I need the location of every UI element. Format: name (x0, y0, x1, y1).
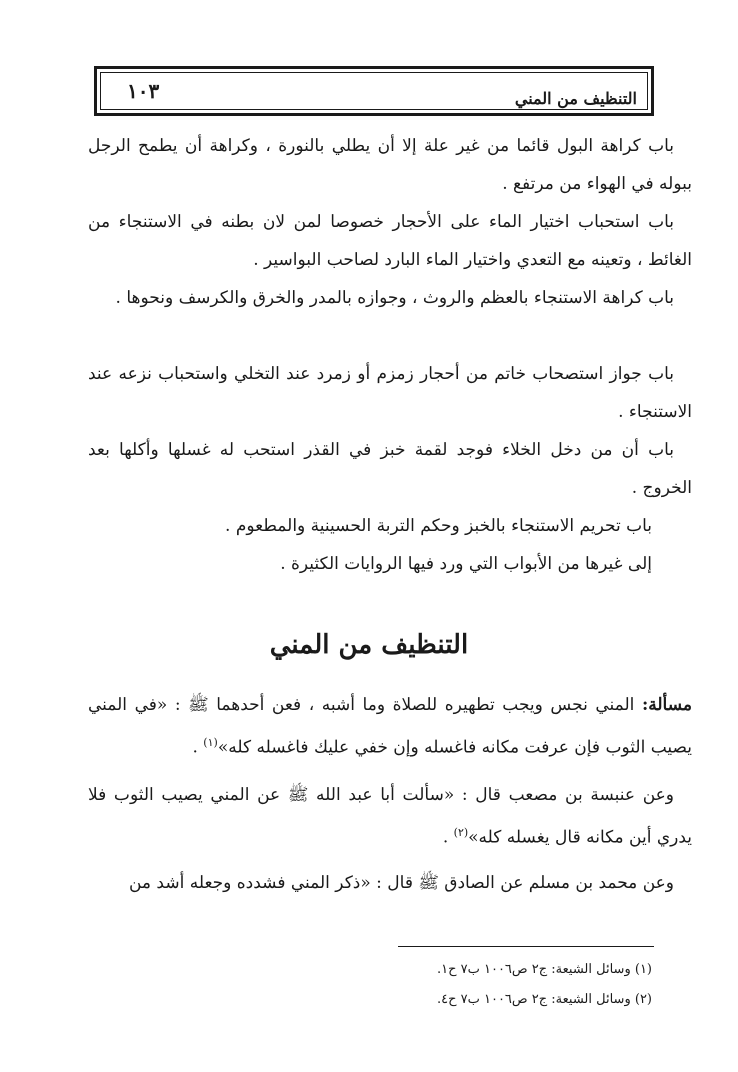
footnote: (١) وسائل الشيعة: ج٢ ص١٠٠٦ ب٧ ح١. (436, 962, 652, 977)
page-number: ١٠٣ (127, 79, 160, 103)
issue-paragraph: مسألة: المني نجس ويجب تطهيره للصلاة وما أشبه ، فعن أحدهما ﷺ : «في المني يصيب الثوب فإن عرفت مكانه فاغسله وإن خفي عليك فاغسله كله»$^{(١)}$ . (88, 695, 692, 758)
footnote-separator (398, 946, 654, 947)
paragraph: باب جواز استصحاب خاتم من أحجار زمزم أو زمرد عند التخلي واستحباب نزعه عند الاستنجاء . (88, 364, 692, 422)
paragraph: باب استحباب اختيار الماء على الأحجار خصوصا لمن لان بطنه في الاستنجاء من الغائط ، وتعينه مع التعدي واختيار الماء البارد لصاحب البواسير . (88, 212, 692, 270)
narration-paragraph: وعن عنبسة بن مصعب قال : «سألت أبا عبد الله ﷺ عن المني يصيب الثوب فلا يدري أين مكانه قال يغسله كله»$^{(٢)}$ . (88, 785, 692, 848)
footnote: (٢) وسائل الشيعة: ج٢ ص١٠٠٦ ب٧ ح٤. (436, 992, 652, 1007)
issue-label: مسألة: (641, 695, 692, 715)
paragraph: باب أن من دخل الخلاء فوجد لقمة خبز في القذر استحب له غسلها وأكلها بعد الخروج . (88, 440, 692, 498)
section-heading: التنظيف من المني (269, 630, 469, 660)
paragraph: باب كراهة الاستنجاء بالعظم والروث ، وجوازه بالمدر والخرق والكرسف ونحوها . (115, 288, 674, 308)
paragraph: إلى غيرها من الأبواب التي ورد فيها الروايات الكثيرة . (280, 554, 652, 574)
footnote-ref: (١) (203, 736, 218, 749)
footnote-ref: (٢) (453, 826, 469, 839)
paragraph: باب كراهة البول قائما من غير علة إلا أن يطلي بالنورة ، وكراهة أن يطمح الرجل ببوله في الهواء من مرتفع . (88, 136, 692, 194)
narration-text: وعن عنبسة بن مصعب قال : «سألت أبا عبد الله ﷺ عن المني يصيب الثوب فلا يدري أين مكانه قال يغسله كله» (88, 785, 692, 848)
issue-text: المني نجس ويجب تطهيره للصلاة وما أشبه ، فعن أحدهما ﷺ : «في المني يصيب الثوب فإن عرفت مكانه فاغسله وإن خفي عليك فاغسله كله» (88, 695, 692, 758)
page-header (94, 66, 654, 116)
running-title: التنظيف من المني (514, 89, 637, 108)
paragraph: باب تحريم الاستنجاء بالخبز وحكم التربة الحسينية والمطعوم . (225, 516, 652, 536)
narration-paragraph: وعن محمد بن مسلم عن الصادق ﷺ قال : «ذكر المني فشدده وجعله أشد من (128, 873, 674, 893)
